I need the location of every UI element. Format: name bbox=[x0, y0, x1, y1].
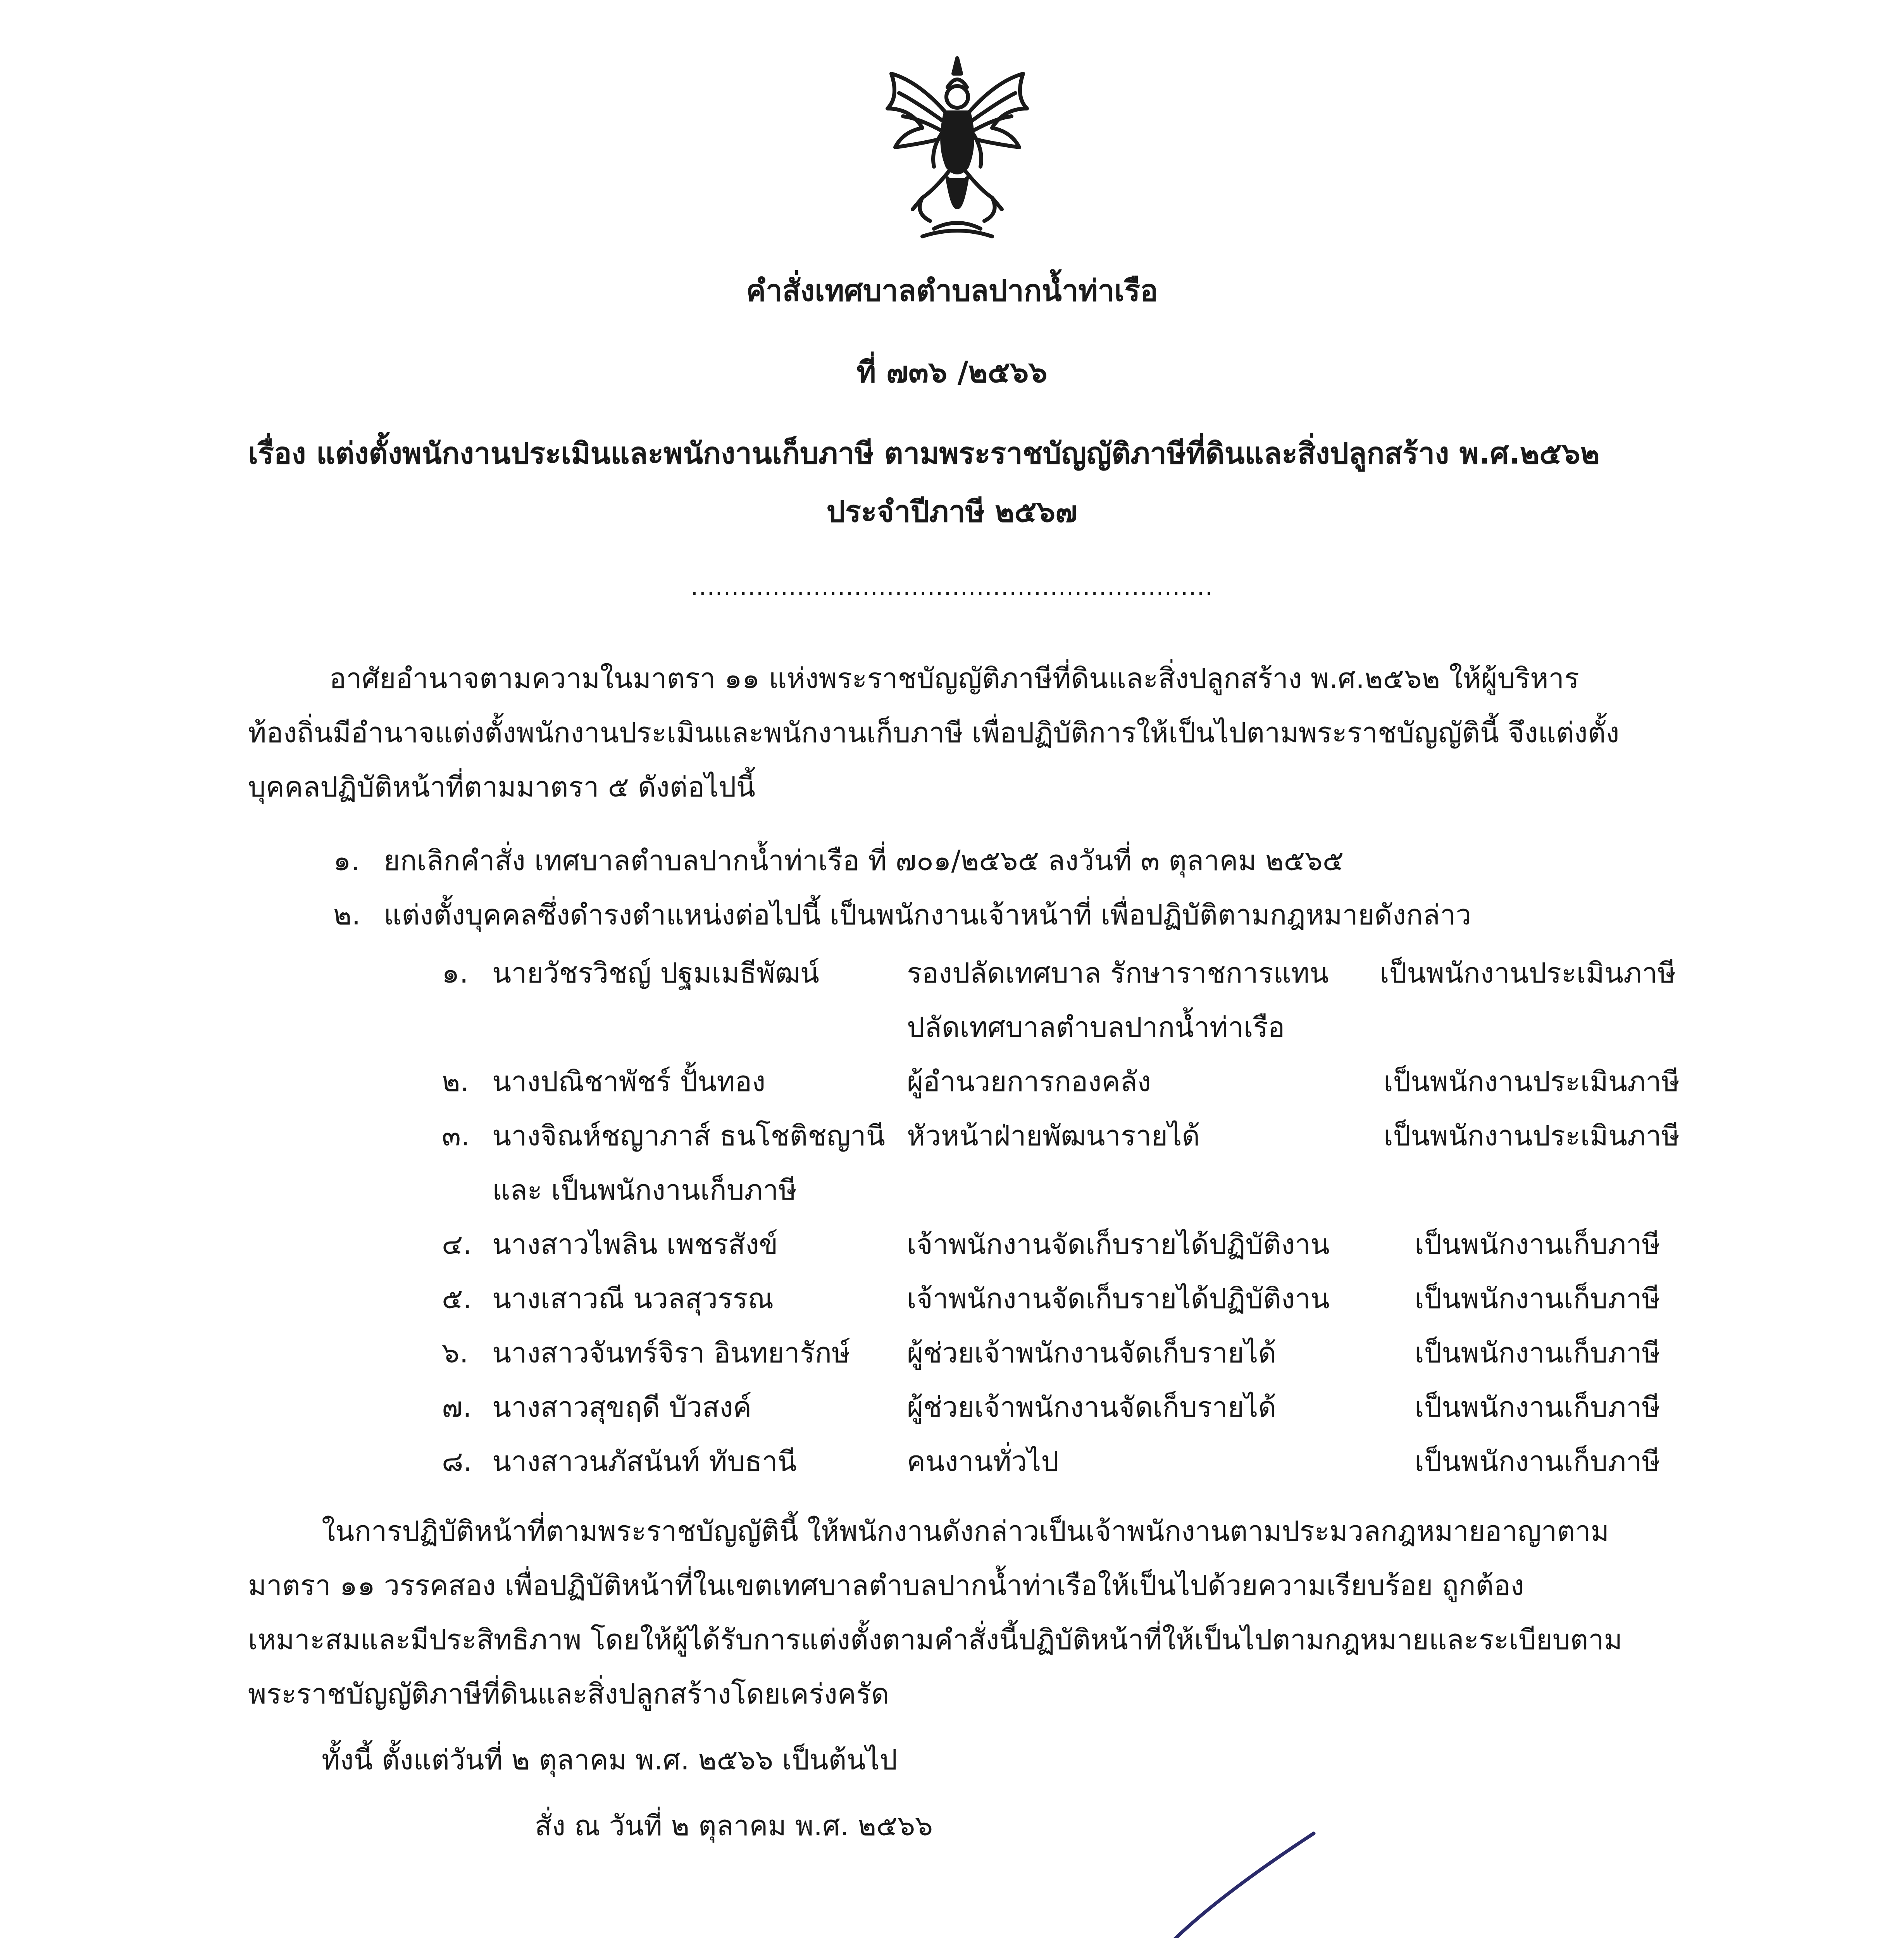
appointee-position: คนงานทั่วไป bbox=[907, 1445, 1059, 1478]
order-title: คำสั่งเทศบาลตำบลปากน้ำท่าเรือ bbox=[746, 273, 1158, 308]
appointee-number: ๔. bbox=[442, 1228, 472, 1260]
appointee-number: ๒. bbox=[442, 1065, 469, 1098]
appointee-name: นายวัชรวิชญ์ ปฐมเมธีพัฒน์ bbox=[492, 957, 819, 989]
clause-2-text: แต่งตั้งบุคคลซึ่งดำรงตำแหน่งต่อไปนี้ เป็นพนักงานเจ้าหน้าที่ เพื่อปฏิบัติตามกฎหมายดังกล่าว bbox=[384, 898, 1472, 931]
appointee-role: เป็นพนักงานเก็บภาษี bbox=[1415, 1282, 1660, 1315]
appointee-position: รองปลัดเทศบาล รักษาราชการแทน bbox=[907, 957, 1329, 989]
appointee-number: ๕. bbox=[442, 1282, 472, 1315]
appointee-role: เป็นพนักงานเก็บภาษี bbox=[1415, 1228, 1660, 1260]
appointee-number: ๑. bbox=[442, 957, 469, 989]
appointee-position: ผู้ช่วยเจ้าพนักงานจัดเก็บรายได้ bbox=[907, 1391, 1277, 1423]
appointee-role: เป็นพนักงานเก็บภาษี bbox=[1415, 1336, 1660, 1369]
signature-mark bbox=[1027, 1822, 1337, 1938]
appointee-role: เป็นพนักงานประเมินภาษี bbox=[1384, 1065, 1680, 1098]
appointee-position-cont: ปลัดเทศบาลตำบลปากน้ำท่าเรือ bbox=[907, 1011, 1285, 1043]
appointee-number: ๘. bbox=[442, 1445, 472, 1478]
closing-line-3: เหมาะสมและมีประสิทธิภาพ โดยให้ผู้ได้รับการแต่งตั้งตามคำสั่งนี้ปฏิบัติหน้าที่ให้เป็นไปตามกฎหมายและระเบียบตาม bbox=[248, 1623, 1623, 1656]
appointee-name: นางสาวนภัสนันท์ ทับธานี bbox=[492, 1445, 797, 1478]
appointee-role: เป็นพนักงานประเมินภาษี bbox=[1384, 1119, 1680, 1152]
subject-line-1: เรื่อง แต่งตั้งพนักงานประเมินและพนักงานเก็บภาษี ตามพระราชบัญญัติภาษีที่ดินและสิ่งปลูกสร้าง พ.ศ.๒๕๖๒ bbox=[248, 436, 1600, 471]
appointee-role: เป็นพนักงานประเมินภาษี bbox=[1380, 957, 1676, 989]
closing-line-1: ในการปฏิบัติหน้าที่ตามพระราชบัญญัตินี้ ให้พนักงานดังกล่าวเป็นเจ้าพนักงานตามประมวลกฎหมายอาญาตาม bbox=[322, 1515, 1609, 1547]
separator-line: ................................................................ bbox=[691, 574, 1213, 601]
appointee-role: เป็นพนักงานเก็บภาษี bbox=[1415, 1445, 1660, 1478]
appointee-name: นางสาวไพลิน เพชรสังข์ bbox=[492, 1228, 778, 1260]
clause-2-number: ๒. bbox=[333, 898, 361, 931]
appointee-extra-role: และ เป็นพนักงานเก็บภาษี bbox=[492, 1174, 797, 1206]
effective-date: ทั้งนี้ ตั้งแต่วันที่ ๒ ตุลาคม พ.ศ. ๒๕๖๖ เป็นต้นไป bbox=[322, 1743, 898, 1776]
appointee-role: เป็นพนักงานเก็บภาษี bbox=[1415, 1391, 1660, 1423]
appointee-position: ผู้ช่วยเจ้าพนักงานจัดเก็บรายได้ bbox=[907, 1336, 1277, 1369]
garuda-emblem-icon bbox=[876, 50, 1039, 244]
appointee-number: ๓. bbox=[442, 1119, 470, 1152]
clause-1-text: ยกเลิกคำสั่ง เทศบาลตำบลปากน้ำท่าเรือ ที่ ๗๐๑/๒๕๖๕ ลงวันที่ ๓ ตุลาคม ๒๕๖๕ bbox=[384, 844, 1344, 877]
appointee-name: นางจิณห์ชญาภาส์ ธนโชติชญานี bbox=[492, 1119, 885, 1152]
subject-line-2: ประจำปีภาษี ๒๕๖๗ bbox=[826, 494, 1078, 529]
appointee-name: นางสาวสุขฤดี บัวสงค์ bbox=[492, 1391, 752, 1423]
appointee-name: นางสาวจันทร์จิรา อินทยารักษ์ bbox=[492, 1336, 850, 1369]
appointee-name: นางปณิชาพัชร์ ปั้นทอง bbox=[492, 1065, 766, 1098]
intro-line-3: บุคคลปฏิบัติหน้าที่ตามมาตรา ๕ ดังต่อไปนี้ bbox=[248, 771, 755, 803]
appointee-number: ๖. bbox=[442, 1336, 469, 1369]
closing-line-2: มาตรา ๑๑ วรรคสอง เพื่อปฏิบัติหน้าที่ในเขตเทศบาลตำบลปากน้ำท่าเรือให้เป็นไปด้วยความเรียบร้อย ถูกต้อง bbox=[248, 1569, 1524, 1602]
appointee-position: หัวหน้าฝ่ายพัฒนารายได้ bbox=[907, 1119, 1200, 1152]
intro-line-2: ท้องถิ่นมีอำนาจแต่งตั้งพนักงานประเมินและพนักงานเก็บภาษี เพื่อปฏิบัติการให้เป็นไปตามพระราชบัญญัตินี้ จึงแต่งตั้ง bbox=[248, 716, 1620, 749]
appointee-number: ๗. bbox=[442, 1391, 472, 1423]
order-date: สั่ง ณ วันที่ ๒ ตุลาคม พ.ศ. ๒๕๖๖ bbox=[535, 1809, 933, 1842]
intro-line-1: อาศัยอำนาจตามความในมาตรา ๑๑ แห่งพระราชบัญญัติภาษีที่ดินและสิ่งปลูกสร้าง พ.ศ.๒๕๖๒ ให้ผู้บริหาร bbox=[329, 662, 1579, 695]
closing-line-4: พระราชบัญญัติภาษีที่ดินและสิ่งปลูกสร้างโดยเคร่งครัด bbox=[248, 1678, 889, 1710]
appointee-name: นางเสาวณี นวลสุวรรณ bbox=[492, 1282, 774, 1315]
appointee-position: เจ้าพนักงานจัดเก็บรายได้ปฏิบัติงาน bbox=[907, 1282, 1330, 1315]
appointee-position: เจ้าพนักงานจัดเก็บรายได้ปฏิบัติงาน bbox=[907, 1228, 1330, 1260]
clause-1-number: ๑. bbox=[333, 844, 360, 877]
order-number: ที่ ๗๓๖ /๒๕๖๖ bbox=[856, 355, 1048, 389]
appointee-position: ผู้อำนวยการกองคลัง bbox=[907, 1065, 1151, 1098]
